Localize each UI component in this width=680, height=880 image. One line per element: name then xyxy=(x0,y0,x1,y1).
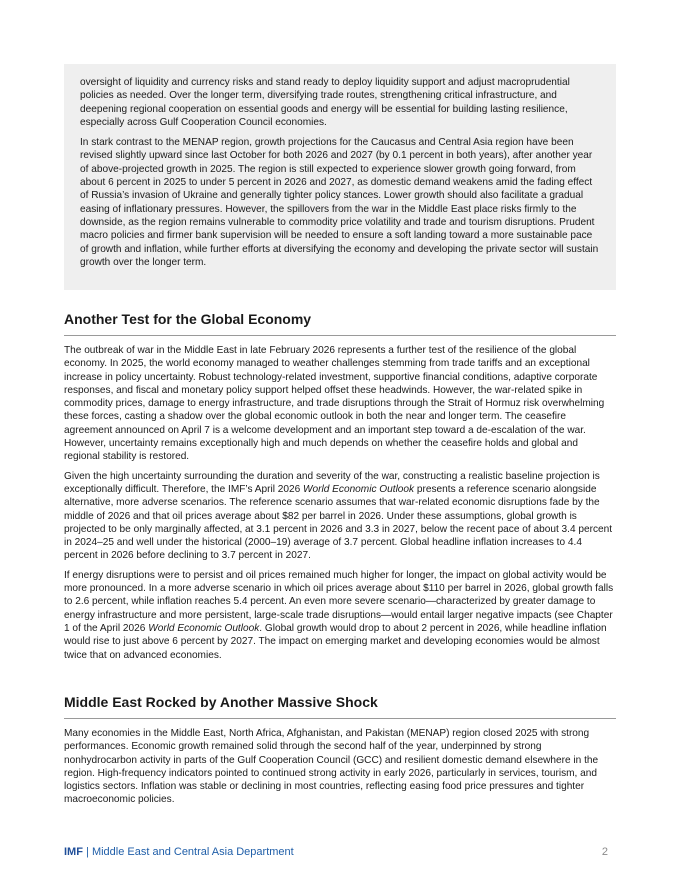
footer-separator: | xyxy=(86,846,89,858)
text-run: Given the high uncertainty surrounding the duration and severity of the war, constructing a realistic baseline projection is exceptionally difficult. Therefore, the IMF’s April 2026 xyxy=(64,470,600,495)
page-number: 2 xyxy=(601,846,608,858)
section1-paragraph-1: The outbreak of war in the Middle East in late February 2026 represents a further test of the resilience of the global economy. In 2025, the world economy managed to weather challenges stemming from trade tariffs and an exceptional increase in policy uncertainty. Robust technology-related investment, supportive financial conditions, adaptive corporate responses, and fiscal and monetary policy support helped offset these headwinds. However, the war-related spike in commodity prices, damage to energy infrastructure, and trade disruptions through the Strait of Hormuz risk overwhelming these forces, casting a shadow over the global economic outlook in both the near and longer term. The ceasefire agreement announced on April 7 is a welcome development and an important step toward a de-escalation of the war. However, uncertainty remains exceptionally high and much depends on whether the ceasefire holds and global and regional stability is restored. xyxy=(64,345,605,463)
text-run: If energy disruptions were to persist and oil prices remained much higher for longer, the impact on global activity would be more pronounced. In a more adverse scenario in which oil prices average about $110 per barrel in 2026, global growth falls to 2.6 percent, while inflation reaches 5.4 percent. An even more severe scenario—characterized by greater damage to energy infrastructure and more persistent, large-scale trade disruptions—would entail larger negative impacts (see Chapter 1 of the April 2026 xyxy=(64,569,614,634)
section-global-economy xyxy=(64,311,616,662)
box-paragraph-1: oversight of liquidity and currency risks and stand ready to deploy liquidity support and adjust macroprudential policies as needed. Over the longer term, diversifying trade routes, strengthening critical infrastructure, and deepening regional cooperation on essential goods and energy will be essential for building lasting resilience, especially across Gulf Cooperation Council economies. xyxy=(80,77,570,128)
section-heading-middle-east: Middle East Rocked by Another Massive Shock xyxy=(64,694,616,719)
footer-department: Middle East and Central Asia Department xyxy=(91,846,294,858)
publication-title: World Economic Outlook xyxy=(148,622,260,634)
section-middle-east-shock xyxy=(64,694,616,807)
footer-org: IMF xyxy=(64,846,83,858)
text-run: . Global growth would drop to about 2 percent in 2026, while headline inflation would rise to just above 6 percent by 2027. The impact on emerging market and developing economies would be almost twice that on advanced economies. xyxy=(64,622,607,661)
publication-title: World Economic Outlook xyxy=(303,483,415,495)
highlight-box xyxy=(64,64,616,290)
section1-paragraph-3 xyxy=(64,569,616,662)
box-paragraph-2: In stark contrast to the MENAP region, growth projections for the Caucasus and Central Asia region have been revised slightly upward since last October for both 2026 and 2027 (by 0.1 percent in both years), after another year of above-projected growth in 2025. The region is still expected to experience slower growth going forward, from about 6 percent in 2025 to under 5 percent in 2026 and 2027, as domestic demand weakens amid the fading effect of Russia’s invasion of Ukraine and generally tighter policy stances. Lower growth should also facilitate a gradual easing of inflationary pressures. However, the spillovers from the war in the Middle East place risks firmly to the downside, as the region remains vulnerable to commodity price volatility and trade and tourism disruptions. Prudent macro policies and firmer bank supervision will be needed to ensure a soft landing toward a more sustainable pace of growth and inflation, while further efforts at diversifying the economy and developing the private sector will sustain growth over the longer term. xyxy=(80,137,599,268)
section-heading-global-economy: Another Test for the Global Economy xyxy=(64,311,616,336)
page-footer xyxy=(64,846,616,858)
section2-paragraph-1: Many economies in the Middle East, North Africa, Afghanistan, and Pakistan (MENAP) region closed 2025 with strong performances. Economic growth remained solid through the second half of the year, underpinned by strong nonhydrocarbon activity in parts of the Gulf Cooperation Council (GCC) and resilient domestic demand elsewhere in the region. High-frequency indicators pointed to continued strong activity in early 2026, particularly in services, tourism, and logistics sectors. Inflation was stable or declining in most countries, reflecting easing food price pressures and tighter macroeconomic policies. xyxy=(64,728,599,806)
section1-paragraph-2 xyxy=(64,470,616,563)
text-run: presents a reference scenario alongside alternative, more adverse scenarios. The reference scenario assumes that war-related economic disruptions fade by the middle of 2026 and that oil prices average about $82 per barrel in 2026. Under these assumptions, global growth is projected to be only marginally affected, at 3.1 percent in 2026 and 3.3 in 2027, below the recent pace of about 3.4 percent in 2024–25 and well under the historical (2000–19) average of 3.7 percent. Global headline inflation increases to 4.4 percent in 2026 before declining to 3.7 percent in 2027. xyxy=(64,483,613,562)
